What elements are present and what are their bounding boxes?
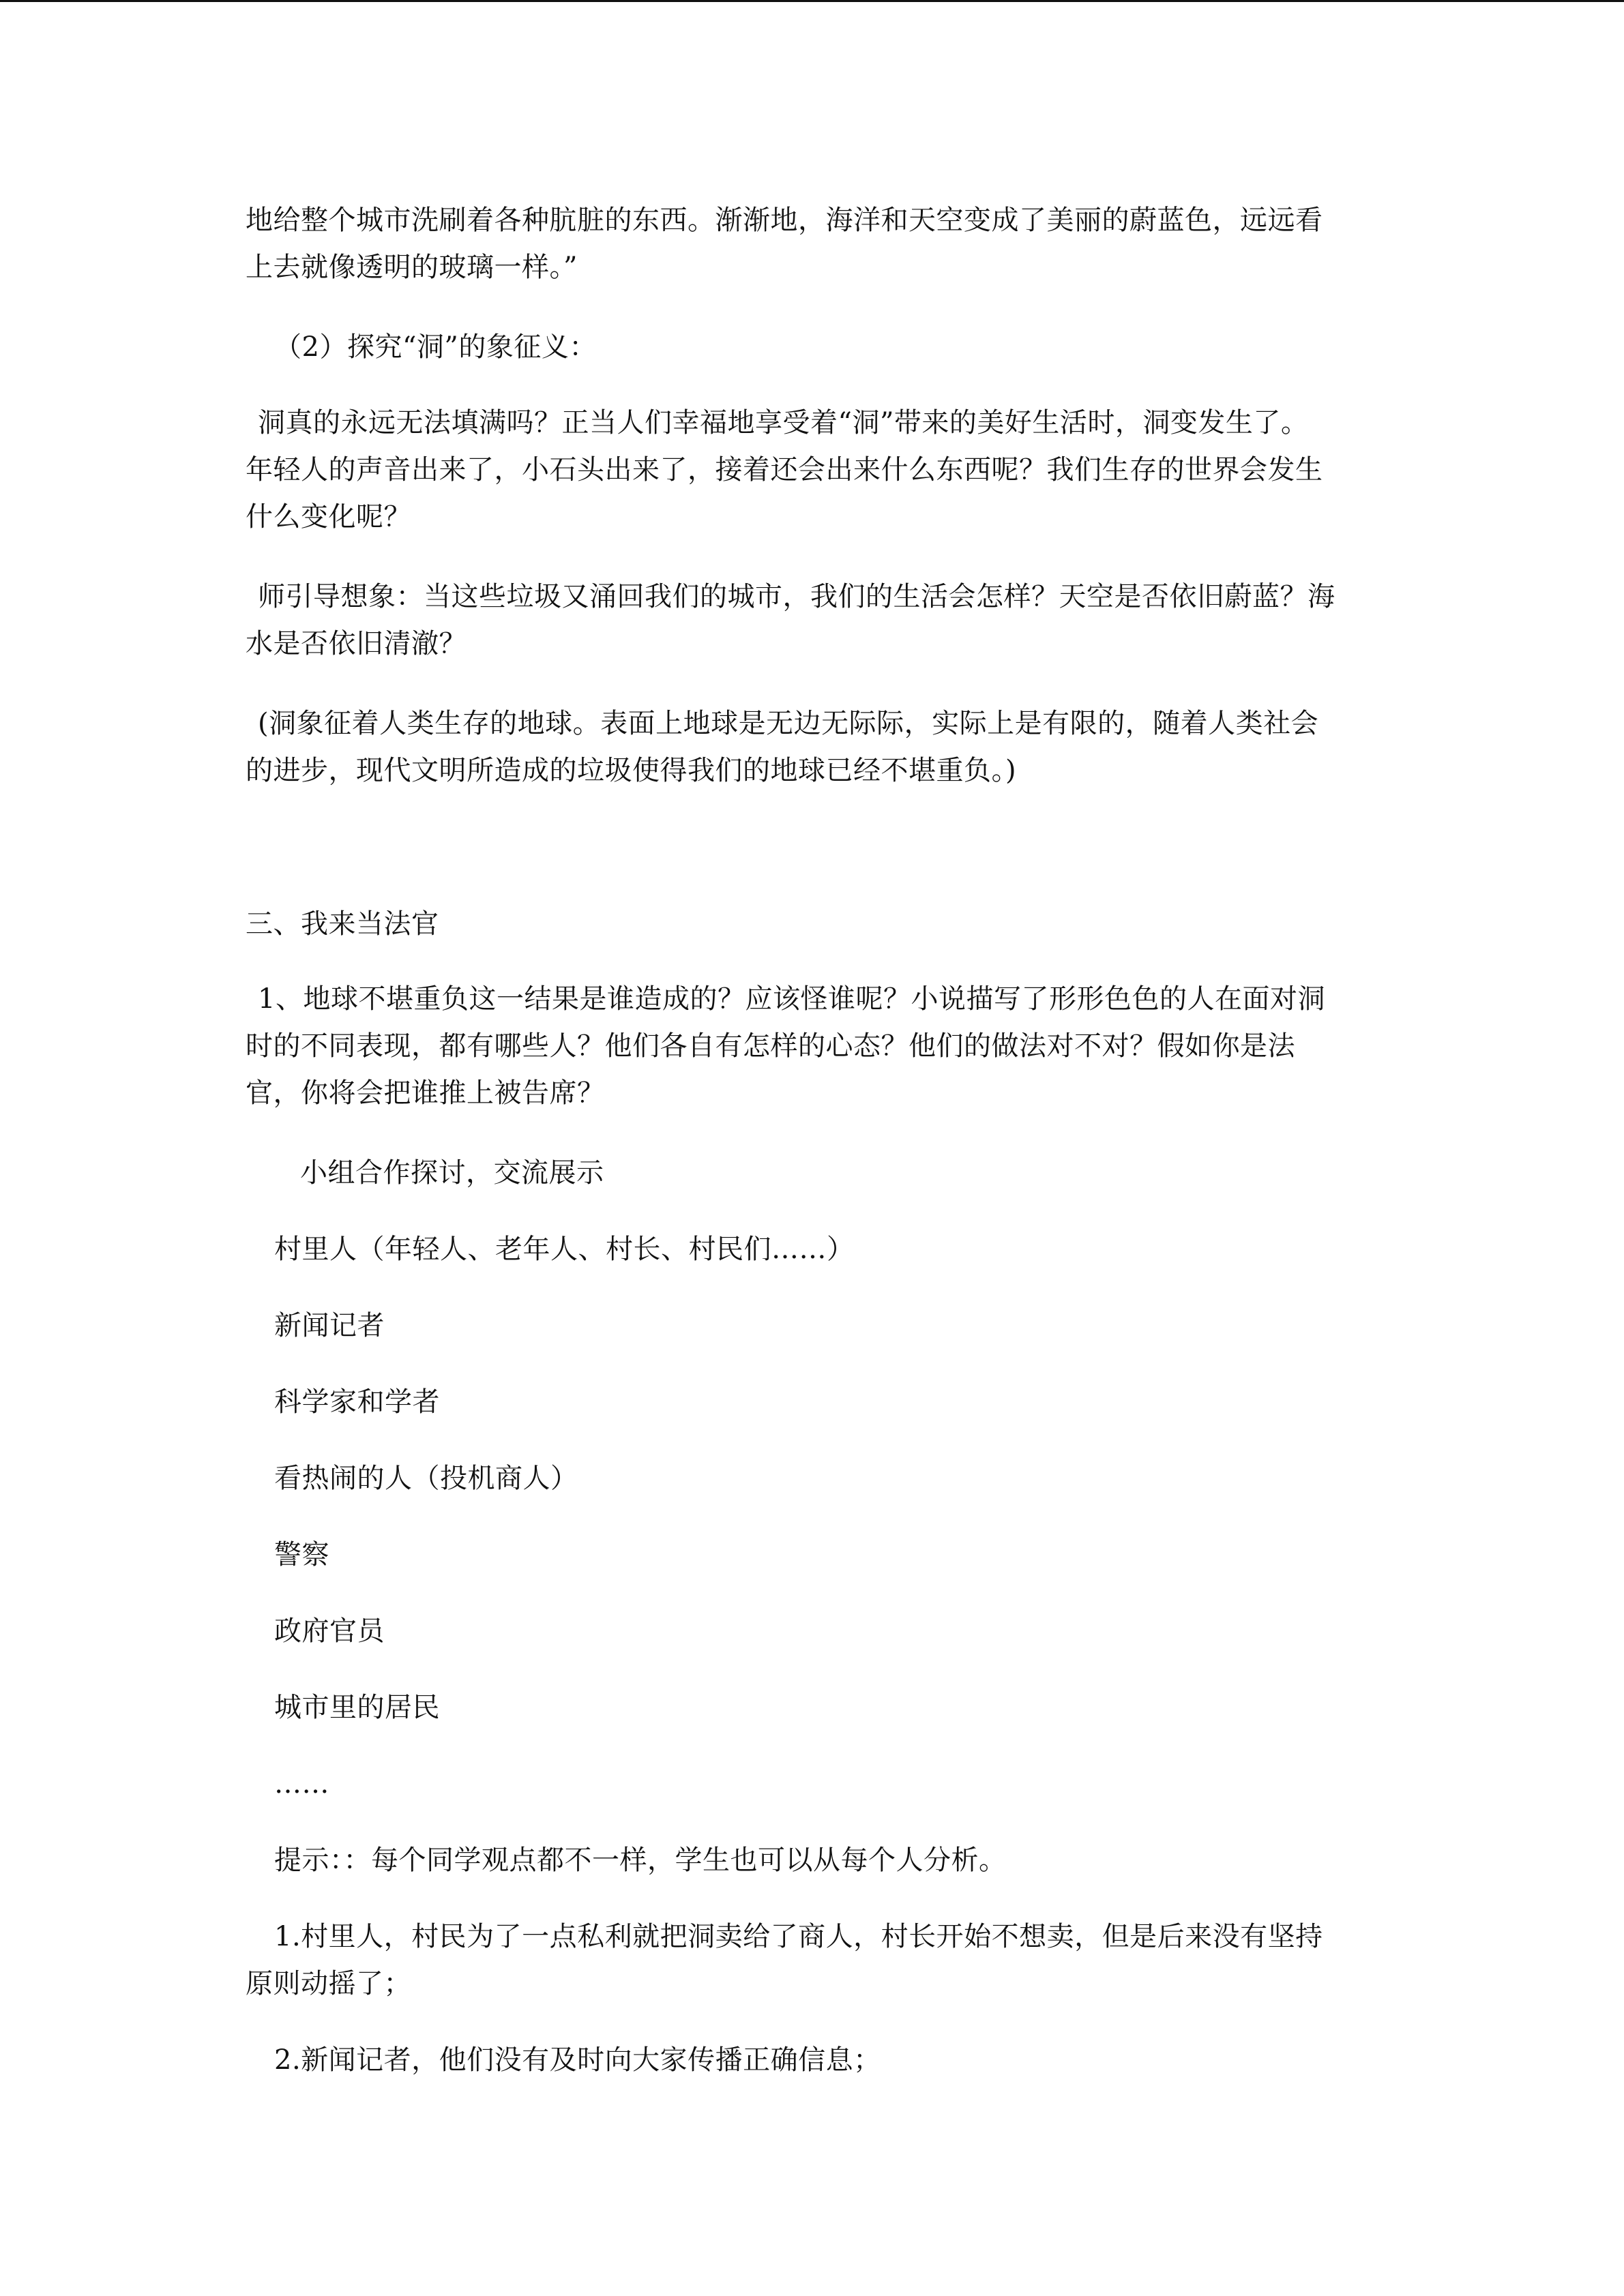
list-item: 警察	[274, 1539, 329, 1570]
section-heading: 三、我来当法官	[246, 908, 439, 940]
subsection-heading: （2）探究“洞”的象征义：	[274, 331, 597, 363]
paragraph-line: 时的不同表现，都有哪些人？他们各自有怎样的心态？他们的做法对不对？假如你是法	[246, 1030, 1295, 1062]
list-item: 村里人（年轻人、老年人、村长、村民们……）	[274, 1234, 855, 1265]
list-item: ……	[274, 1768, 329, 1800]
paragraph-line: 1.村里人，村民为了一点私利就把洞卖给了商人，村长开始不想卖，但是后来没有坚持	[274, 1921, 1323, 1952]
paragraph-line: 提示：：每个同学观点都不一样，学生也可以从每个人分析。	[274, 1845, 1007, 1876]
paragraph-line: 2.新闻记者，他们没有及时向大家传播正确信息；	[274, 2044, 881, 2076]
paragraph-line: 1、地球不堪重负这一结果是谁造成的？应该怪谁呢？小说描写了形形色色的人在面对洞	[258, 983, 1325, 1015]
paragraph-line: (洞象征着人类生存的地球。表面上地球是无边无际际，实际上是有限的，随着人类社会	[258, 708, 1319, 739]
paragraph-line: 水是否依旧清澈？	[246, 628, 467, 659]
paragraph-line: 什么变化呢？	[246, 501, 411, 533]
paragraph-line: 官，你将会把谁推上被告席？	[246, 1077, 605, 1109]
list-item: 科学家和学者	[274, 1386, 440, 1418]
list-item: 政府官员	[274, 1615, 385, 1647]
list-item: 看热闹的人（投机商人）	[274, 1463, 578, 1494]
paragraph-line: 原则动摇了；	[246, 1968, 411, 1999]
paragraph-line: 洞真的永远无法填满吗？正当人们幸福地享受着“洞”带来的美好生活时，洞变发生了。	[258, 407, 1309, 438]
paragraph-line: 年轻人的声音出来了，小石头出来了，接着还会出来什么东西呢？我们生存的世界会发生	[246, 454, 1323, 486]
list-item: 城市里的居民	[274, 1692, 440, 1723]
paragraph-line: 小组合作探讨，交流展示	[300, 1157, 604, 1189]
list-item: 新闻记者	[274, 1310, 385, 1341]
paragraph-line: 上去就像透明的玻璃一样。”	[246, 252, 578, 283]
paragraph-line: 地给整个城市洗刷着各种肮脏的东西。渐渐地，海洋和天空变成了美丽的蔚蓝色，远远看	[246, 205, 1323, 236]
paragraph-line: 的进步，现代文明所造成的垃圾使得我们的地球已经不堪重负。)	[246, 755, 1017, 786]
paragraph-line: 师引导想象：当这些垃圾又涌回我们的城市，我们的生活会怎样？天空是否依旧蔚蓝？海	[258, 581, 1335, 612]
